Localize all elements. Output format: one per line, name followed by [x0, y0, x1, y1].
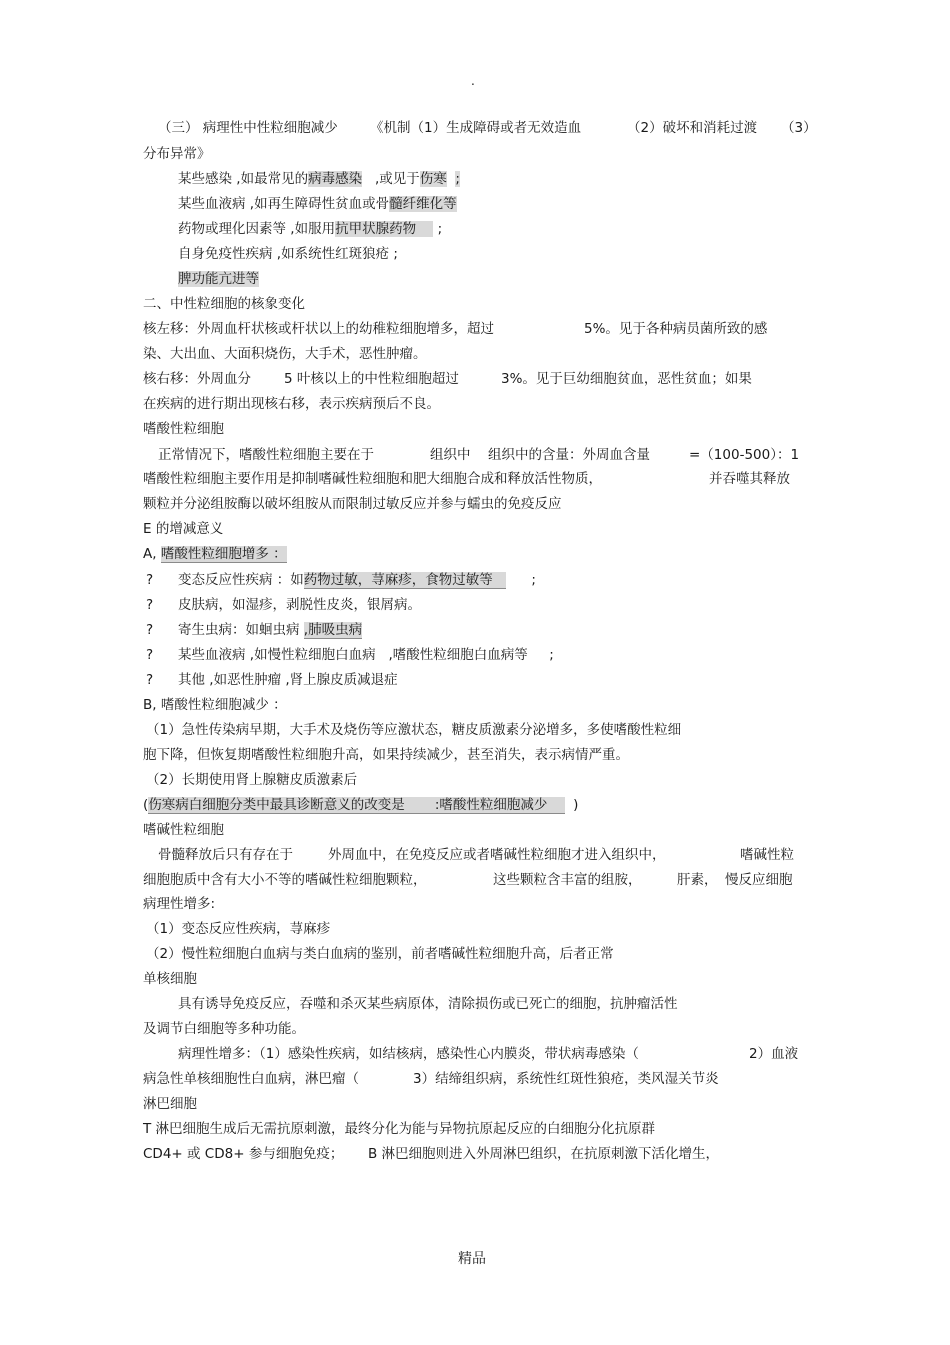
eos-inc-item-3: 寄生虫病：如蛔虫病 ,肺吸虫病: [178, 622, 363, 638]
highlight: 脾功能亢进等: [178, 271, 259, 287]
header-mark: .: [471, 74, 475, 88]
cause-line-3: 药物或理化因素等 ,如服用抗甲状腺药物 ;: [178, 221, 443, 237]
left-shift-b: 5%。见于各种病员菌所致的感: [584, 321, 768, 337]
highlight: 伤寒: [419, 171, 447, 187]
baso-p2d: 慢反应细胞: [725, 872, 793, 888]
cause-line-1: 某些感染 ,如最常见的病毒感染 ,或见于伤寒 ;: [178, 171, 460, 187]
baso-p3: 病理性增多:: [143, 896, 216, 912]
baso-title: 嗜碱性粒细胞: [143, 822, 224, 838]
eos-p1a: 正常情况下，嗜酸性粒细胞主要在于: [158, 447, 374, 463]
cause-line-4: 自身免疫性疾病 ,如系统性红斑狼疮 ;: [178, 246, 398, 262]
mono-p2b: 2）血液: [749, 1046, 799, 1062]
baso-p5: （2）慢性粒细胞白血病与类白血病的鉴别，前者嗜碱性粒细胞升高，后者正常: [146, 946, 614, 962]
baso-p2b: 这些颗粒含丰富的组胺，: [493, 872, 642, 888]
highlight: 嗜酸性粒细胞增多 ：: [160, 546, 287, 562]
baso-p2c: 肝素，: [677, 872, 718, 888]
lymph-title: 淋巴细胞: [143, 1096, 197, 1112]
section3-heading-e: 分布异常》: [143, 146, 211, 162]
eos-dec-1a: （1）急性传染病早期，大手术及烧伤等应激状态，糖皮质激素分泌增多，多使嗜酸性粒细: [146, 722, 682, 738]
bullet-icon: ?: [146, 572, 154, 588]
baso-p1a: 骨髓释放后只有存在于: [158, 847, 293, 863]
mono-p3b: 3）结缔组织病，系统性红斑性狼疮，类风湿关节炎: [413, 1071, 719, 1087]
eos-dec-2: （2）长期使用肾上腺糖皮质激素后: [146, 772, 358, 788]
cause-line-5: [178, 270, 259, 288]
baso-p1c: 嗜碱性粒: [740, 847, 794, 863]
mono-p1b: 及调节白细胞等多种功能。: [143, 1021, 305, 1037]
highlight: 药物过敏，荨麻疹，食物过敏等: [303, 572, 493, 588]
highlight: ,肺吸虫病: [303, 622, 363, 638]
eos-increase-heading: A, 嗜酸性粒细胞增多 ：: [143, 546, 287, 562]
eos-title: 嗜酸性粒细胞: [143, 421, 224, 437]
section3-heading-a: （三） 病理性中性粒细胞减少: [158, 120, 338, 136]
right-shift-a: 核右移：外周血分: [143, 371, 251, 387]
section2-title: 二、中性粒细胞的核象变化: [143, 296, 305, 312]
bullet-icon: ?: [146, 622, 154, 638]
baso-p1b: 外周血中，在免疫反应或者嗜碱性粒细胞才进入组织中，: [328, 847, 666, 863]
mono-p1a: 具有诱导免疫反应，吞噬和杀灭某些病原体，清除损伤或已死亡的细胞，抗肿瘤活性: [178, 996, 678, 1012]
eos-inc-item-2: 皮肤病，如湿疹，剥脱性皮炎，银屑病。: [178, 597, 421, 613]
eos-p2b: 并吞噬其释放: [709, 471, 790, 487]
baso-p4: （1）变态反应性疾病，荨麻疹: [146, 921, 331, 937]
highlight: :嗜酸性粒细胞减少: [434, 797, 548, 813]
left-shift-a: 核左移：外周血杆状核或杆状以上的幼稚粒细胞增多，超过: [143, 321, 494, 337]
mono-p2a: 病理性增多：（1）感染性疾病，如结核病，感染性心内膜炎，带状病毒感染（: [178, 1046, 639, 1062]
cause-line-2: 某些血液病 ,如再生障碍性贫血或骨髓纤维化等: [178, 196, 457, 212]
eos-p1b: 组织中: [430, 447, 471, 463]
left-shift-c: 染、大出血、大面积烧伤，大手术，恶性肿瘤。: [143, 346, 427, 362]
right-shift-b: 5 叶核以上的中性粒细胞超过: [284, 371, 459, 387]
highlight: 伤寒病白细胞分类中最具诊断意义的改变是: [148, 797, 405, 813]
baso-p2a: 细胞胞质中含有大小不等的嗜碱性粒细胞颗粒，: [143, 872, 427, 888]
bullet-icon: ?: [146, 647, 154, 663]
mono-title: 单核细胞: [143, 971, 197, 987]
bullet-icon: ?: [146, 672, 154, 688]
page-footer: 精品: [458, 1251, 486, 1267]
highlight: 抗甲状腺药物: [335, 221, 417, 237]
eos-significance: E 的增减意义: [143, 521, 224, 537]
lymph-p2a: CD4+ 或 CD8+ 参与细胞免疫；: [143, 1146, 344, 1162]
eos-inc-item-1: 变态反应性疾病 ：如药物过敏，荨麻疹，食物过敏等 ;: [178, 572, 536, 588]
bullet-icon: ?: [146, 597, 154, 613]
eos-dec-1b: 胞下降，但恢复期嗜酸性粒细胞升高，如果持续减少，甚至消失，表示病情严重。: [143, 747, 629, 763]
section3-heading-d: （3）: [781, 120, 817, 136]
eos-p1c: 组织中的含量：外周血含量: [488, 447, 650, 463]
mono-p3a: 病急性单核细胞性白血病，淋巴瘤（: [143, 1071, 359, 1087]
section3-heading-b: 《机制（1）生成障碍或者无效造血: [370, 120, 582, 136]
eos-inc-item-5: 其他 ,如恶性肿瘤 ,肾上腺皮质减退症: [178, 672, 398, 688]
right-shift-d: 在疾病的进行期出现核右移，表示疾病预后不良。: [143, 396, 440, 412]
lymph-p2b: B 淋巴细胞则进入外周淋巴组织，在抗原刺激下活化增生，: [368, 1146, 720, 1162]
highlight: 髓纤维化等: [389, 196, 457, 212]
eos-p1d: =（100-500）：1: [689, 447, 800, 463]
eos-decrease-heading: B, 嗜酸性粒细胞减少 ：: [143, 697, 287, 713]
right-shift-c: 3%。见于巨幼细胞贫血，恶性贫血；如果: [501, 371, 752, 387]
eos-inc-item-4: 某些血液病 ,如慢性粒细胞白血病 ,嗜酸性粒细胞白血病等 ;: [178, 647, 554, 663]
eos-p3: 颗粒并分泌组胺酶以破坏组胺从而限制过敏反应并参与蠕虫的免疫反应: [143, 496, 562, 512]
lymph-p1: T 淋巴细胞生成后无需抗原刺激，最终分化为能与异物抗原起反应的白细胞分化抗原群: [143, 1121, 656, 1137]
eos-note: (伤寒病白细胞分类中最具诊断意义的改变是 :嗜酸性粒细胞减少 ): [143, 797, 579, 813]
highlight: 病毒感染: [308, 171, 363, 187]
section3-heading-c: （2）破坏和消耗过渡: [627, 120, 758, 136]
eos-p2a: 嗜酸性粒细胞主要作用是抑制嗜碱性粒细胞和肥大细胞合成和释放活性物质，: [143, 471, 602, 487]
